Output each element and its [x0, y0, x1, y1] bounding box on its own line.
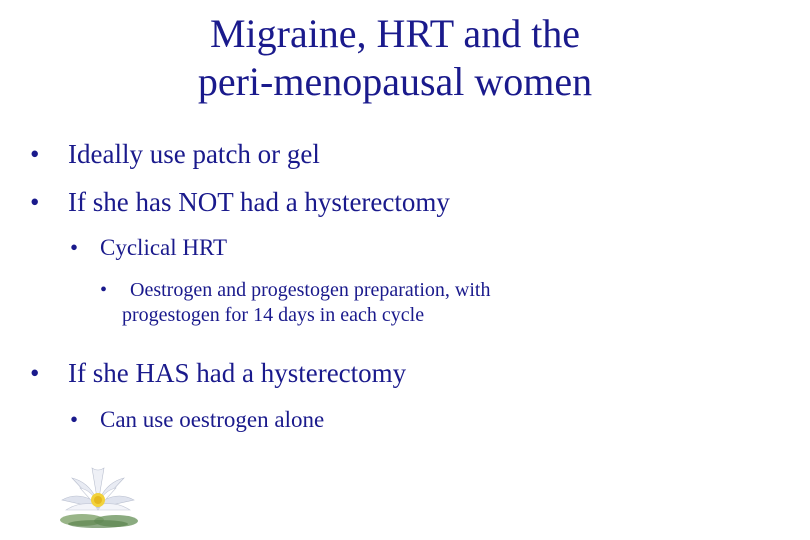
water-lily-icon: [52, 464, 144, 530]
bullet-text: [122, 278, 690, 328]
bullet-icon: •: [30, 139, 40, 169]
bullet-text-line-2: progestogen for 14 days in each cycle: [122, 304, 425, 326]
bullet-icon: •: [30, 187, 40, 217]
bullet-text: If she has NOT had a hysterectomy: [68, 187, 450, 217]
bullet-text: If she HAS had a hysterectomy: [68, 358, 407, 388]
bullet-icon: •: [30, 358, 40, 388]
bullet-icon: •: [100, 279, 108, 301]
bullet-text: Ideally use patch or gel: [68, 139, 320, 169]
bullet-icon: •: [70, 235, 79, 260]
bullet-text-line-1: Oestrogen and progestogen preparation, with: [130, 279, 491, 301]
bullet-icon: •: [70, 407, 79, 432]
bullet-text: Can use oestrogen alone: [100, 407, 325, 432]
slide-title: [120, 10, 670, 106]
bullet-text: Cyclical HRT: [100, 235, 228, 260]
title-line-1: Migraine, HRT and the: [209, 11, 581, 56]
title-line-2: peri-menopausal women: [197, 59, 593, 104]
